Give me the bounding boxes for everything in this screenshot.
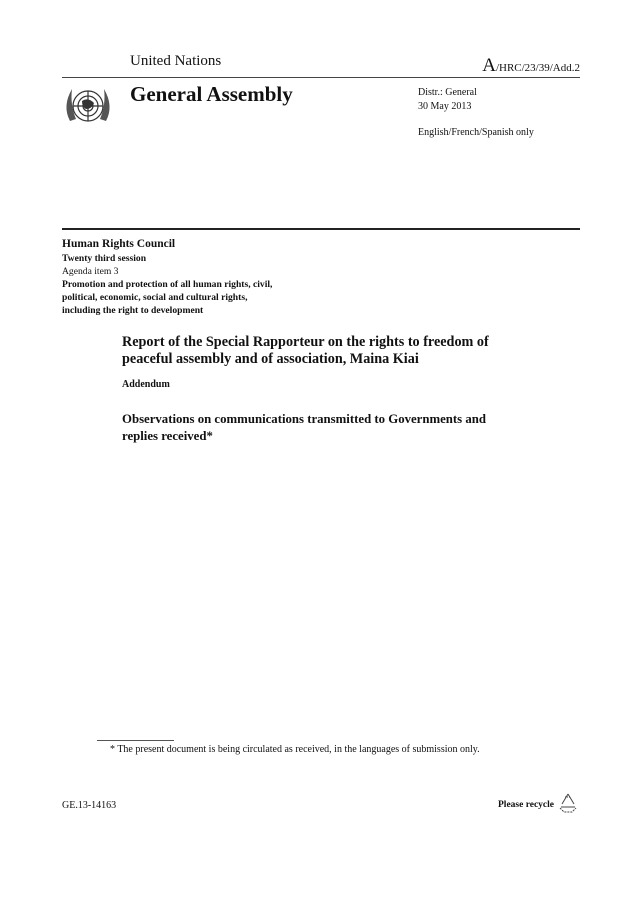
report-title: peaceful assembly and of association, Maina Kiai — [122, 351, 419, 367]
report-subtitle: replies received* — [122, 429, 213, 443]
job-number: GE.13-14163 — [62, 800, 117, 811]
footnote: * The present document is being circulated as received, in the languages of submission only. — [110, 744, 480, 755]
recycle-icon — [558, 792, 578, 814]
un-emblem-icon — [62, 81, 114, 133]
agenda-item: Agenda item 3 — [62, 266, 119, 277]
agenda-line: political, economic, social and cultural rights, — [62, 292, 248, 303]
session: Twenty third session — [62, 253, 147, 264]
header-divider — [62, 77, 580, 78]
symbol-prefix: A — [482, 55, 496, 76]
body-name: General Assembly — [130, 82, 293, 106]
recycle-text: Please recycle — [498, 800, 554, 810]
distribution: Distr.: General — [418, 87, 477, 98]
symbol-rest: /HRC/23/39/Add.2 — [495, 62, 580, 74]
document-symbol — [482, 55, 580, 77]
organization-name: United Nations — [130, 53, 222, 69]
addendum-label: Addendum — [122, 379, 170, 390]
agenda-line: including the right to development — [62, 305, 204, 316]
footnote-divider — [97, 740, 174, 741]
report-title: Report of the Special Rapporteur on the rights to freedom of — [122, 334, 489, 350]
agenda-line: Promotion and protection of all human rights, civil, — [62, 279, 273, 290]
council-name: Human Rights Council — [62, 238, 176, 250]
languages: English/French/Spanish only — [418, 127, 534, 138]
section-divider — [62, 228, 580, 230]
report-subtitle: Observations on communications transmitted to Governments and — [122, 412, 486, 426]
document-date: 30 May 2013 — [418, 101, 472, 112]
